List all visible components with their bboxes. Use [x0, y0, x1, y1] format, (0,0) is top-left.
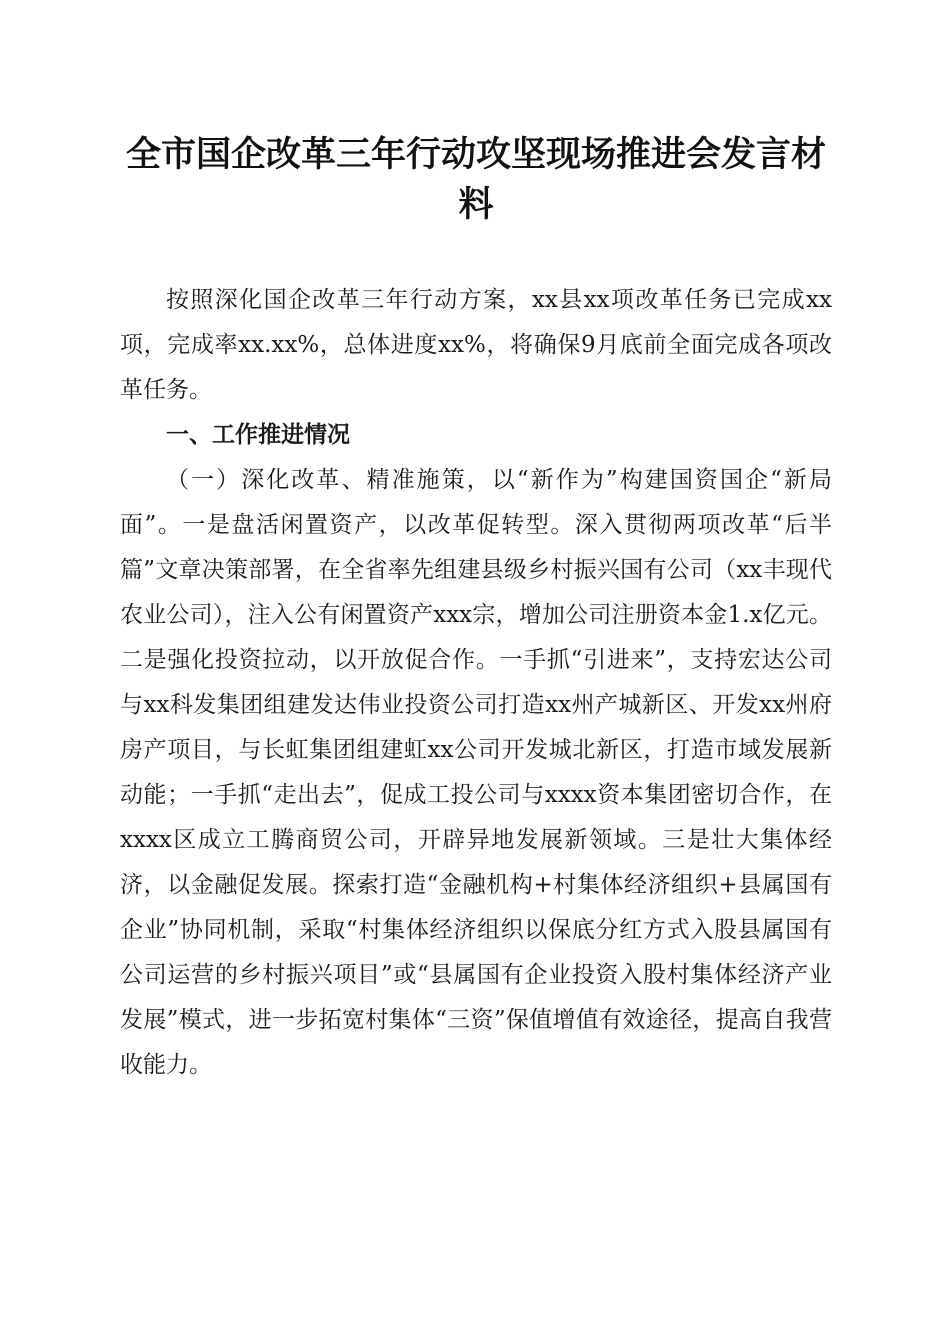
document-page [120, 130, 832, 1088]
section-1-paragraph: （一）深化改革、精准施策，以“新作为”构建国资国企“新局面”。一是盘活闲置资产，以改革促转型。深入贯彻两项改革“后半篇”文章决策部署，在全省率先组建县级乡村振兴国有公司（xx丰现代农业公司），注入公有闲置资产xxx宗，增加公司注册资本金1.x亿元。二是强化投资拉动，以开放促合作。一手抓“引进来”，支持宏达公司与xx科发集团组建发达伟业投资公司打造xx州产城新区、开发xx州府房产项目，与长虹集团组建虹xx公司开发城北新区，打造市域发展新动能；一手抓“走出去”，促成工投公司与xxxx资本集团密切合作，在xxxx区成立工腾商贸公司，开辟异地发展新领域。三是壮大集体经济，以金融促发展。探索打造“金融机构+村集体经济组织+县属国有企业”协同机制，采取“村集体经济组织以保底分红方式入股县属国有公司运营的乡村振兴项目”或“县属国有企业投资入股村集体经济产业发展”模式，进一步拓宽村集体“三资”保值增值有效途径，提高自我营收能力。 [120, 467, 832, 1078]
document-body [120, 278, 832, 1088]
intro-paragraph: 按照深化国企改革三年行动方案，xx县xx项改革任务已完成xx项，完成率xx.xx%，总体进度xx%，将确保9月底前全面完成各项改革任务。 [120, 287, 832, 403]
document-title: 全市国企改革三年行动攻坚现场推进会发言材料 [125, 134, 826, 225]
section-heading-1: 一、工作推进情况 [166, 422, 350, 448]
